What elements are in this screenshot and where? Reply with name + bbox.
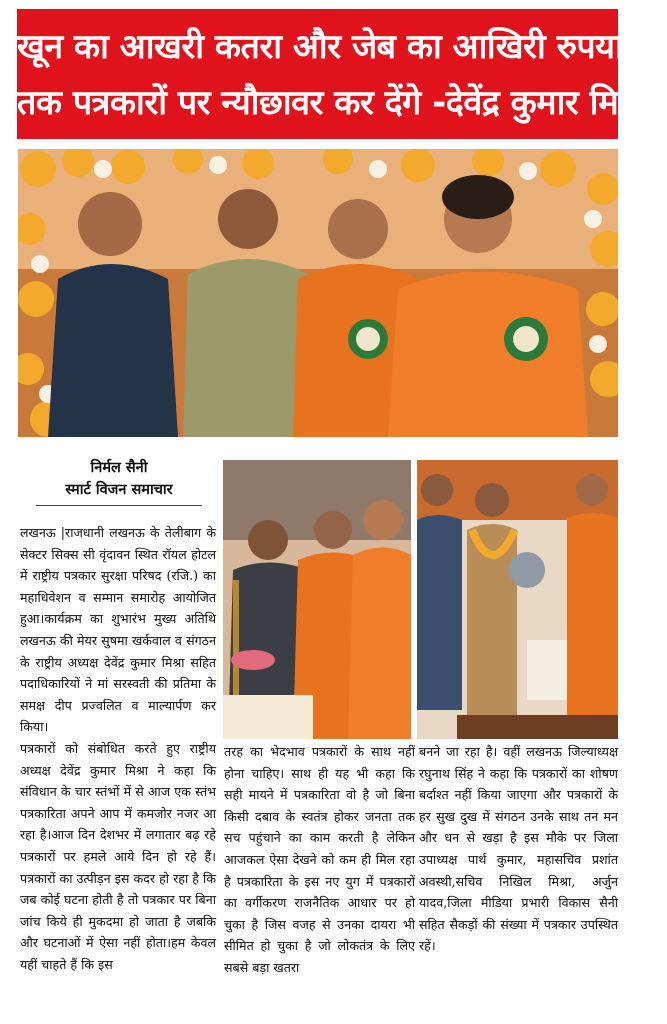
byline: [30, 457, 208, 506]
article-body-paragraph-3: बनने जा रहा है। वहीं लखनऊ जिल्याध्यक्ष रघुनाथ सिंह ने कहा कि पत्रकारों का शोषण बर्दाश्त नहीं किया जाएगा और पत्रकारों के हर सुख दुख में संगठन उनके साथ तन मन और धन से खड़ा है इस मौके पर जिला उपाध्यक्ष पार्थ कुमार, महासचिव प्रशांत अवस्थी,सचिव निखिल मिश्रा, अर्जुन यादव,जिला मीडिया प्रभारी विकास सैनी सहित सैकड़ों की संख्या में पत्रकार उपस्थित रहें।: [419, 744, 618, 954]
article-column-2: [224, 741, 415, 979]
lamp-lighting-photo: [223, 460, 411, 739]
article-body-paragraph-1: पत्रकारों को संबोधित करते हुए राष्ट्रीय अध्यक्ष देवेंद्र कुमार मिश्रा ने कहा कि संविधान के चार स्तंभों में से आज एक स्तंभ पत्रकारिता अपने आप में कमजोर नजर आ रहा है।आज दिन देशभर में लगातार बढ़ रहे पत्रकारों पर हमले आये दिन हो रहे हैं।पत्रकारों का उत्पीड़न इस कदर हो रहा है कि जब कोई घटना होती है तो पत्रकार पर बिना जांच किये ही मुकदमा हो जाता है जबकि और घटनाओं में ऐसा नहीं होता।हम केवल यहीं चाहते हैं कि इस: [20, 741, 216, 972]
article-column-1-intro: [20, 522, 216, 738]
article-column-1-body: [20, 738, 216, 976]
main-event-photo: [18, 149, 618, 437]
headline-line-1: खून का आखरी कतरा और जेब का आखिरी रुपया: [17, 27, 624, 67]
byline-outlet: स्मार्ट विजन समाचार: [65, 481, 173, 498]
headline-banner: [17, 9, 651, 139]
headline-line-2: तक पत्रकारों पर न्यौछावर कर देंगे -देवेंद्र कुमार मिश्रा: [17, 83, 651, 123]
article-body-paragraph-2: तरह का भेदभाव पत्रकारों के साथ नहीं होना चाहिए। साथ ही यह भी कहा कि सही मायने में पत्रकारिता वो है जो बिना किसी दबाव के स्वतंत्र होकर जनता तक सच पहुंचाने का काम करती है लेकिन आजकल ऐसा देखने को कम ही मिल रहा है पत्रकारिता के इस नए युग में पत्रकारों का वर्गीकरण राजनैतिक आधार पर हो चुका है जिस वजह से उनका दायरा भी सीमित हो चुका है जो लोकतंत्र के लिए सबसे बड़ा खतरा: [224, 744, 415, 975]
article-intro-paragraph: लखनऊ |राजधानी लखनऊ के तेलीबाग के सेक्टर सिक्स सी वृंदावन स्थित रॉयल होटल में राष्ट्रीय पत्रकार सुरक्षा परिषद (रजि.) का महाधिवेशन व सम्मान समारोह आयोजित हुआ।कार्यक्रम का शुभारंभ मुख्य अतिथि लखनऊ की मेयर सुषमा खर्कवाल व संगठन के राष्ट्रीय अध्यक्ष देवेंद्र कुमार मिश्रा सहित पदाधिकारियों ने मां सरस्वती की प्रतिमा के समक्ष दीप प्रज्वलित व माल्यार्पण कर किया।: [20, 525, 216, 735]
award-ceremony-photo: [417, 460, 618, 739]
byline-author: निर्मल सैनी: [90, 459, 148, 476]
byline-divider: [36, 505, 202, 506]
article-column-3: [419, 741, 618, 957]
